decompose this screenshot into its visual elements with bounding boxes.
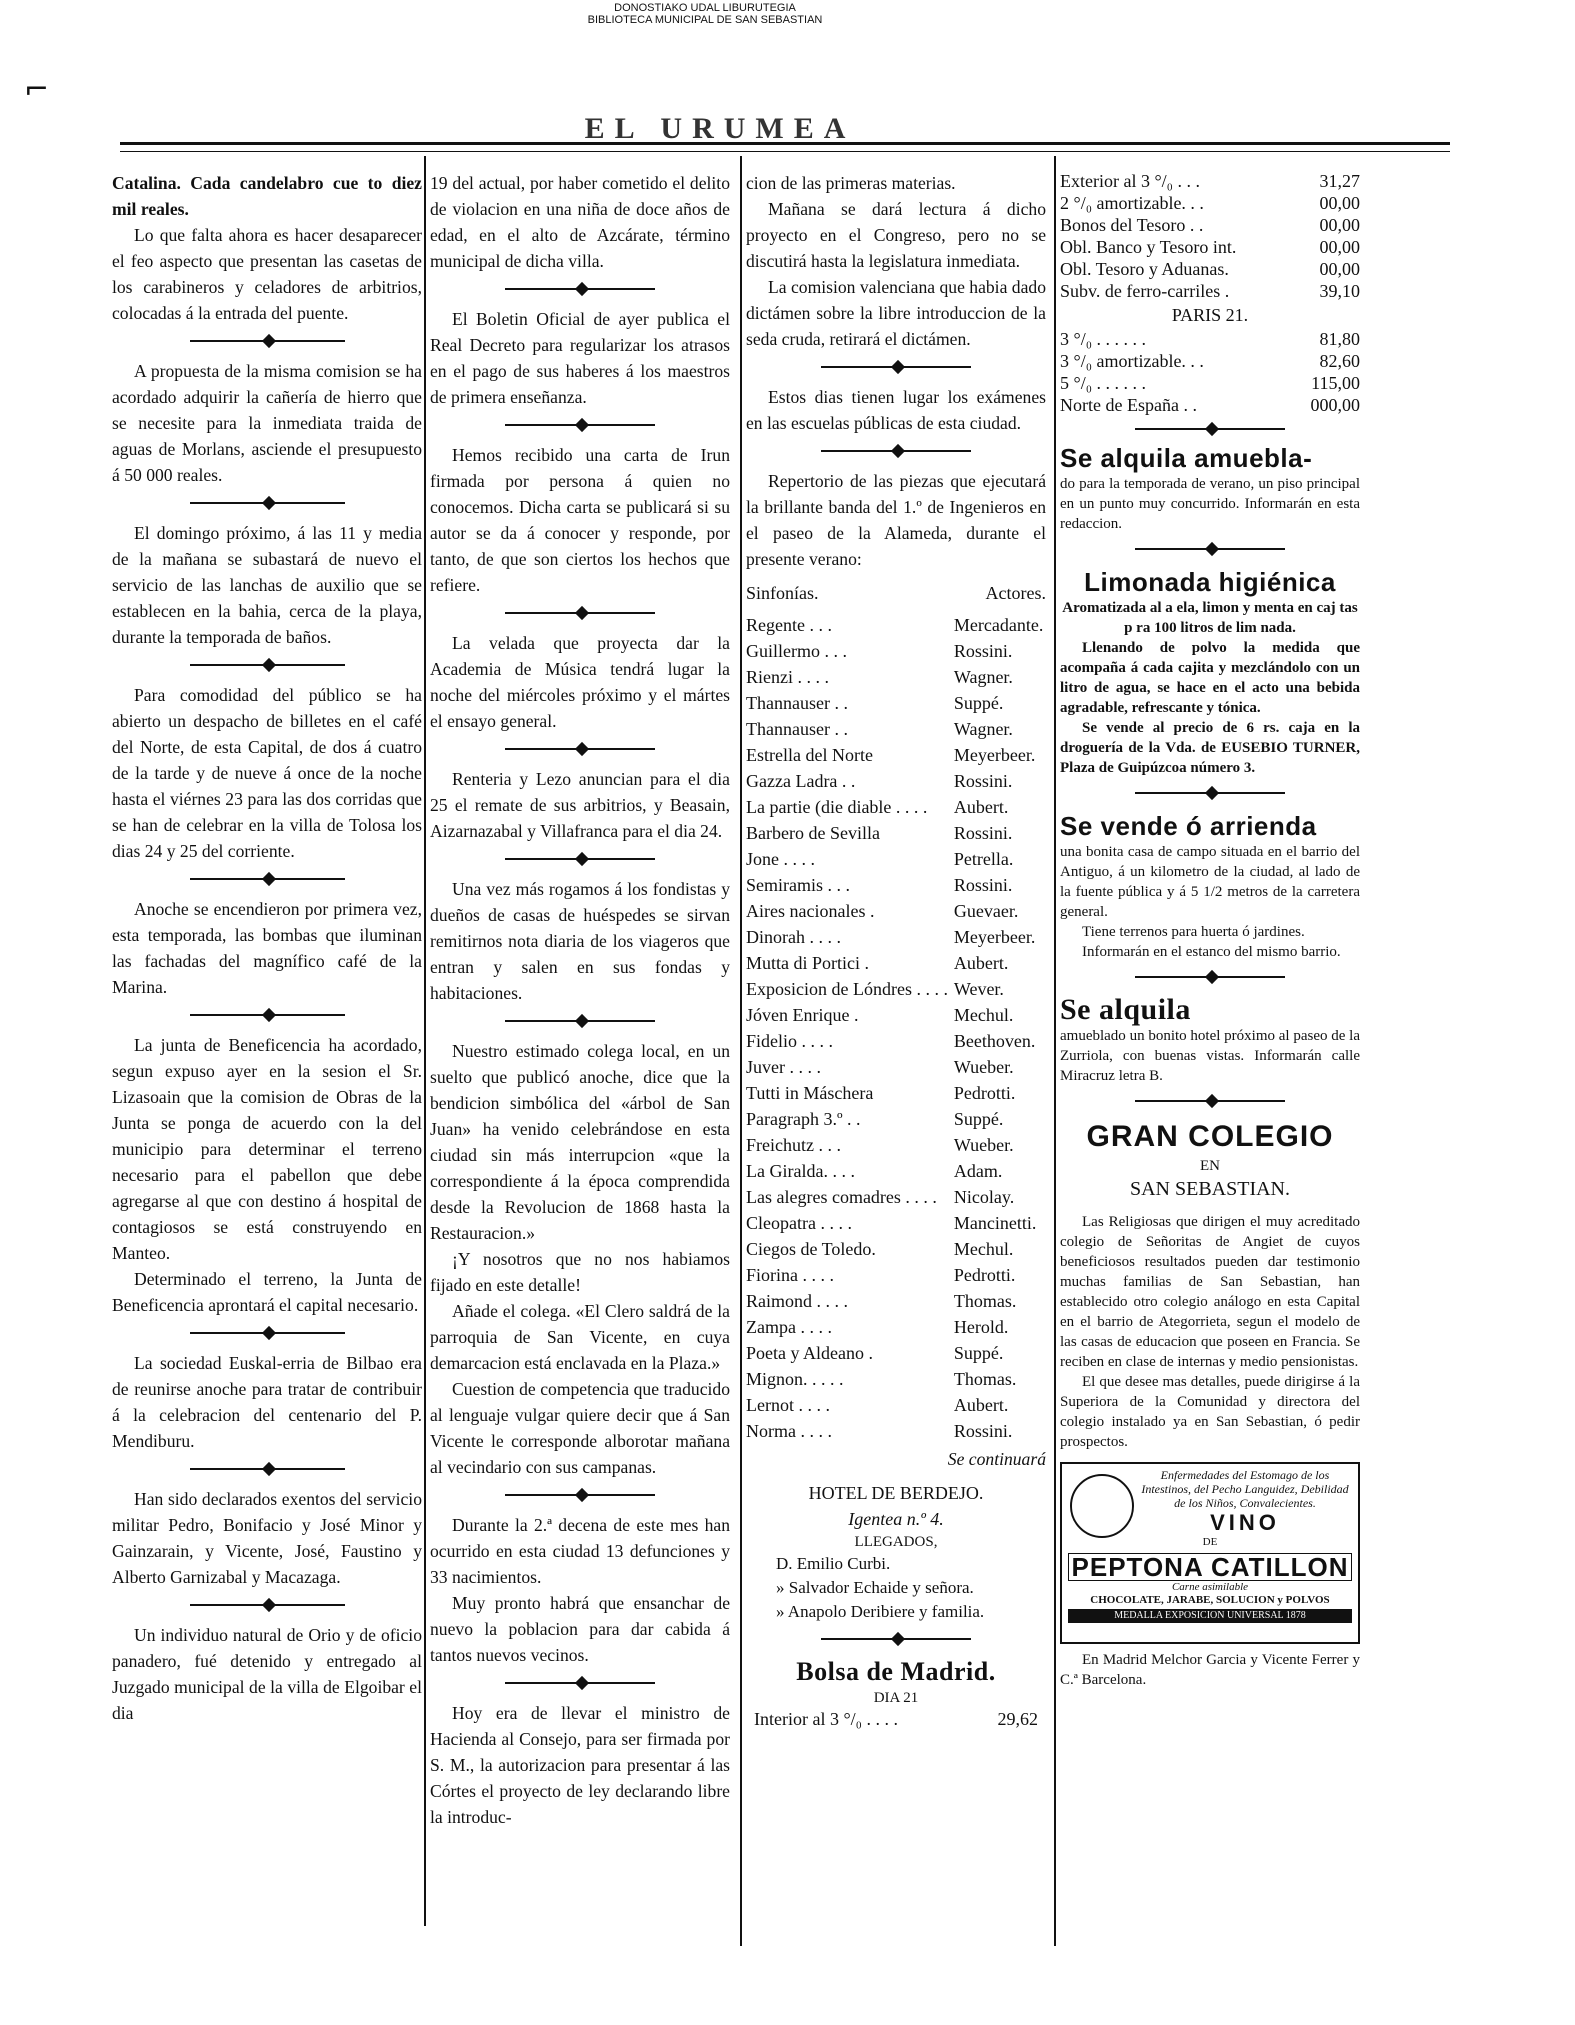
- ad-text: Las Religiosas que dirigen el muy acreditado colegio de Señoritas de Angiet de cuyos beneficiosos resultados pueden dar testimonio muchas familias de San Sebastian, han establecido otro colegio análogo en esta Capital en el barrio de Ategorrieta, segun el modelo de las casas de educacion que poseen en Francia. Se reciben en clase de internas y medio pensionistas.: [1060, 1214, 1360, 1370]
- piece-title: Juver . . . .: [746, 1057, 821, 1077]
- article-text: Renteria y Lezo anuncian para el dia 25 el remate de sus arbitrios, y Beasain, Aizarnazabal y Villafranca para el dia 24.: [430, 769, 730, 841]
- separator: [112, 654, 422, 676]
- repertoire-row: [746, 1314, 1046, 1340]
- finance-label: Norte de España . .: [1060, 395, 1197, 415]
- article-text: Han sido declarados exentos del servicio militar Pedro, Bonifacio y José Minor y Gainzarain, y Vicente, José, Faustino y Alberto Garnizabal y Macazaga.: [112, 1489, 422, 1587]
- finance-list-paris: [1060, 328, 1360, 416]
- ad-text: una bonita casa de campo situada en el barrio del Antiguo, á un kilometro de la ciudad, al lado de la fuente pública y á 5 1/2 metros de la carretera general.: [1060, 844, 1360, 920]
- separator: [430, 1010, 730, 1032]
- repertoire-row: [746, 638, 1046, 664]
- finance-value: 00,00: [1319, 237, 1360, 257]
- article-text: Mañana se dará lectura á dicho proyecto en el Congreso, pero no se discutirá hasta la legislatura inmediata.: [746, 199, 1046, 271]
- repertoire-row: [746, 1054, 1046, 1080]
- repertoire-row: [746, 898, 1046, 924]
- piece-author: Mechul.: [953, 1005, 1014, 1025]
- hotel-title: HOTEL DE BERDEJO.: [808, 1483, 984, 1503]
- article-text: Determinado el terreno, la Junta de Beneficencia aprontará el capital necesario.: [112, 1269, 422, 1315]
- repertoire-row: [746, 1184, 1046, 1210]
- piece-author: Aubert.: [953, 1395, 1009, 1415]
- finance-row: [1060, 170, 1360, 192]
- article-text: Estos dias tienen lugar los exámenes en las escuelas públicas de esta ciudad.: [746, 387, 1046, 433]
- piece-title: Estrella del Norte: [746, 745, 873, 765]
- article-text: Añade el colega. «El Clero saldrá de la parroquia de San Vicente, en cuya demarcacion está enclavada en la Plaza.»: [430, 1301, 730, 1373]
- ad-title: Limonada higiénica: [1084, 567, 1336, 597]
- article-text: Anoche se encendieron por primera vez, esta temporada, las bombas que iluminan las fachadas del magnífico café de la Marina.: [112, 899, 422, 997]
- finance-label: 2 °/₀ amortizable. . .: [1060, 193, 1204, 213]
- bolsa-title: Bolsa de Madrid.: [796, 1657, 996, 1686]
- article-text: Lo que falta ahora es hacer desaparecer el feo aspecto que presentan las casetas de los carabineros y celadores de arbitrios, colocadas á la entrada del puente.: [112, 225, 422, 323]
- separator: [1060, 1090, 1360, 1112]
- library-line-basque: DONOSTIAKO UDAL LIBURUTEGIA: [614, 2, 796, 14]
- hotel-arrivals-label: LLEGADOS,: [854, 1534, 938, 1550]
- repertoire-row: [746, 1236, 1046, 1262]
- separator: [112, 1594, 422, 1616]
- piece-author: Adam.: [953, 1161, 1003, 1181]
- piece-title: Freichutz . . .: [746, 1135, 841, 1155]
- article-text: El domingo próximo, á las 11 y media de la mañana se subastará de nuevo el servicio de las lanchas de auxilio que se establecen en la bahia, cerca de la playa, durante la temporada de baños.: [112, 523, 422, 647]
- piece-author: Wagner.: [953, 719, 1013, 739]
- guest-item: D. Emilio Curbi.: [776, 1554, 891, 1573]
- article-text: 19 del actual, por haber cometido el delito de violacion en una niña de doce años de edad, en el alto de Azcárate, término municipal de dicha villa.: [430, 173, 730, 271]
- repertoire-row: [746, 742, 1046, 768]
- piece-title: Raimond . . . .: [746, 1291, 848, 1311]
- separator: [430, 1484, 730, 1506]
- finance-row: [1060, 192, 1360, 214]
- piece-author: Aubert.: [953, 797, 1009, 817]
- piece-title: Thannauser . .: [746, 693, 848, 713]
- repertoire-row: [746, 1392, 1046, 1418]
- piece-title: Aires nacionales .: [746, 901, 875, 921]
- ad-subtitle: Aromatizada al a ela, limon y menta en caj tas p ra 100 litros de lim nada.: [1062, 600, 1358, 636]
- separator: [430, 848, 730, 870]
- repertoire-row: [746, 794, 1046, 820]
- repertoire-row: [746, 976, 1046, 1002]
- finance-value: 000,00: [1310, 395, 1360, 415]
- piece-author: Thomas.: [953, 1291, 1017, 1311]
- piece-title: Fiorina . . . .: [746, 1265, 834, 1285]
- repertoire-row: [746, 1210, 1046, 1236]
- article-text: La junta de Beneficencia ha acordado, segun expuso ayer en la sesion el Sr. Lizasoain que la comision de Obras de la Junta se ponga de acuerdo con la del municipio para determinar el terreno necesario para el pabellon que debe agregarse al que con destino á hospital de contagiosos se está construyendo en Manteo.: [112, 1035, 422, 1263]
- finance-row: [1060, 236, 1360, 258]
- ad-text: Se vende al precio de 6 rs. caja en la droguería de la Vda. de EUSEBIO TURNER, Plaza de Guipúzcoa número 3.: [1060, 720, 1360, 776]
- repertoire-header-right: Actores.: [985, 583, 1046, 603]
- piece-title: Lernot . . . .: [746, 1395, 830, 1415]
- piece-title: Semiramis . . .: [746, 875, 850, 895]
- finance-value: 31,27: [1319, 171, 1360, 191]
- column-divider-2: [740, 156, 742, 1946]
- guest-list: [746, 1552, 1046, 1624]
- piece-title: La Giralda. . . .: [746, 1161, 855, 1181]
- piece-title: Poeta y Aldeano .: [746, 1343, 873, 1363]
- repertoire-row: [746, 820, 1046, 846]
- finance-value: 29,62: [997, 1709, 1038, 1729]
- piece-title: Las alegres comadres . . . .: [746, 1187, 937, 1207]
- finance-value: 39,10: [1319, 281, 1360, 301]
- piece-author: Wagner.: [953, 667, 1013, 687]
- piece-author: Rossini.: [953, 641, 1013, 661]
- piece-title: Regente . . .: [746, 615, 832, 635]
- repertoire-row: [746, 1262, 1046, 1288]
- ad-text: En Madrid Melchor Garcia y Vicente Ferrer y C.ª Barcelona.: [1060, 1652, 1360, 1688]
- ad-disease-line: Enfermedades del Estomago de los Intestinos, del Pecho Languidez, Debilidad de los Niños, Convalecientes.: [1141, 1468, 1349, 1510]
- repertoire-header-left: Sinfonías.: [746, 583, 819, 603]
- finance-row: [1060, 394, 1360, 416]
- article-text: A propuesta de la misma comision se ha acordado adquirir la cañería de hierro que se necesite para la inmediata traida de aguas de Morlans, asciende el presupuesto á 50 000 reales.: [112, 361, 422, 485]
- separator: [112, 492, 422, 514]
- piece-title: Fidelio . . . .: [746, 1031, 834, 1051]
- finance-row: [1060, 214, 1360, 236]
- piece-author: Suppé.: [953, 693, 1004, 713]
- hotel-address: Igentea n.º 4.: [848, 1509, 944, 1529]
- ad-title: Se vende ó arrienda: [1060, 811, 1317, 841]
- ad-title: GRAN COLEGIO: [1086, 1120, 1334, 1153]
- finance-value: 82,60: [1319, 351, 1360, 371]
- article-text: Para comodidad del público se ha abierto un despacho de billetes en el café del Norte, de esta Capital, de dos á cuatro de la tarde y de nueve á once de la noche hasta el viérnes 23 para las dos corridas que se han de celebrar en la villa de Tolosa los dias 24 y 25 del corriente.: [112, 685, 422, 861]
- repertoire-row: [746, 768, 1046, 794]
- separator: [746, 356, 1046, 378]
- finance-label: Bonos del Tesoro . .: [1060, 215, 1204, 235]
- article-text: La velada que proyecta dar la Academia de Música tendrá lugar la noche del miércoles próximo y el mártes el ensayo general.: [430, 633, 730, 731]
- repertoire-row: [746, 664, 1046, 690]
- ad-text: El que desee mas detalles, puede dirigirse á la Superiora de la Comunidad y directora del colegio instalado ya en San Sebastian, ó pedir prospectos.: [1060, 1374, 1360, 1450]
- repertoire-row: [746, 612, 1046, 638]
- piece-author: Herold.: [953, 1317, 1009, 1337]
- article-text: Una vez más rogamos á los fondistas y dueños de casas de huéspedes se sirvan remitirnos nota diaria de los viageros que entran y salen en sus fondas y habitaciones.: [430, 879, 730, 1003]
- separator: [112, 1322, 422, 1344]
- piece-title: Norma . . . .: [746, 1421, 832, 1441]
- piece-author: Mercadante.: [953, 615, 1044, 635]
- finance-value: 81,80: [1319, 329, 1360, 349]
- piece-author: Mechul.: [953, 1239, 1014, 1259]
- ad-forms: CHOCOLATE, JARABE, SOLUCION y POLVOS: [1090, 1594, 1330, 1606]
- repertoire-row: [746, 1158, 1046, 1184]
- ad-title: Se alquila: [1060, 993, 1191, 1026]
- finance-row: [1060, 372, 1360, 394]
- finance-row: [746, 1708, 1046, 1730]
- piece-author: Meyerbeer.: [953, 745, 1036, 765]
- repertoire-row: [746, 1002, 1046, 1028]
- piece-title: Rienzi . . . .: [746, 667, 829, 687]
- separator: [112, 1004, 422, 1026]
- finance-row: [1060, 350, 1360, 372]
- article-text: Hemos recibido una carta de Irun firmada por persona á quien no conocemos. Dicha carta se publicará si su autor se da á conocer y responde, por tanto, de que son ciertos los hechos que refiere.: [430, 445, 730, 595]
- medal-icon: [1070, 1474, 1134, 1538]
- piece-author: Petrella.: [953, 849, 1014, 869]
- ad-text: Informarán en el estanco del mismo barrio.: [1082, 944, 1341, 960]
- piece-author: Pedrotti.: [953, 1265, 1016, 1285]
- column-4: [1060, 170, 1360, 1950]
- column-1: [112, 170, 422, 1930]
- repertoire-row: [746, 924, 1046, 950]
- piece-title: Guillermo . . .: [746, 641, 847, 661]
- ad-text: Llenando de polvo la medida que acompaña á cada cajita y mezclándolo con un litro de agua, se hace en el acto una bebida agradable, refrescante y tónica.: [1060, 640, 1360, 716]
- separator: [1060, 538, 1360, 560]
- repertoire-row: [746, 690, 1046, 716]
- repertoire-row: [746, 1132, 1046, 1158]
- peptona-ad: [1060, 1462, 1360, 1644]
- finance-value: 00,00: [1319, 215, 1360, 235]
- paris-label: PARIS 21.: [1171, 305, 1249, 325]
- column-3: [746, 170, 1046, 1950]
- finance-value: 00,00: [1319, 193, 1360, 213]
- separator: [1060, 782, 1360, 804]
- separator: [746, 1628, 1046, 1650]
- piece-title: Dinorah . . . .: [746, 927, 841, 947]
- finance-label: Obl. Tesoro y Aduanas.: [1060, 259, 1229, 279]
- article-text: Cuestion de competencia que traducido al lenguaje vulgar quiere decir que á San Vicente le corresponde alborotar mañana al vecindario con sus campanas.: [430, 1379, 730, 1477]
- finance-label: Subv. de ferro-carriles .: [1060, 281, 1230, 301]
- separator: [112, 330, 422, 352]
- ad-subtitle: Carne asimilable: [1171, 1581, 1249, 1593]
- piece-author: Suppé.: [953, 1343, 1004, 1363]
- separator: [430, 738, 730, 760]
- piece-author: Beethoven.: [953, 1031, 1036, 1051]
- piece-title: Mutta di Portici .: [746, 953, 869, 973]
- ad-text: Tiene terrenos para huerta ó jardines.: [1082, 924, 1305, 940]
- piece-author: Suppé.: [953, 1109, 1004, 1129]
- article-text: ¡Y nosotros que no nos habiamos fijado en este detalle!: [430, 1249, 730, 1295]
- separator: [1060, 418, 1360, 440]
- article-text: Durante la 2.ª decena de este mes han ocurrido en esta ciudad 13 defunciones y 33 nacimientos.: [430, 1515, 730, 1587]
- piece-title: Jóven Enrique .: [746, 1005, 859, 1025]
- piece-title: Mignon. . . . .: [746, 1369, 844, 1389]
- finance-label: Interior al 3 °/₀ . . . .: [754, 1709, 898, 1729]
- guest-item: » Salvador Echaide y señora.: [776, 1578, 974, 1597]
- repertoire-table: [746, 612, 1046, 1444]
- piece-author: Nicolay.: [953, 1187, 1015, 1207]
- repertoire-row: [746, 1288, 1046, 1314]
- top-rule: [120, 142, 1450, 152]
- piece-author: Rossini.: [953, 1421, 1013, 1441]
- separator: [112, 868, 422, 890]
- article-text: El Boletin Oficial de ayer publica el Real Decreto para regularizar los atrasos en el pago de sus haberes á los maestros de primera enseñanza.: [430, 309, 730, 407]
- ad-city: SAN SEBASTIAN.: [1129, 1178, 1291, 1200]
- separator: [430, 1672, 730, 1694]
- masthead: EL URUMEA: [584, 112, 856, 145]
- piece-author: Thomas.: [953, 1369, 1017, 1389]
- bolsa-day: DIA 21: [873, 1690, 919, 1706]
- finance-label: 3 °/₀ amortizable. . .: [1060, 351, 1204, 371]
- finance-list-madrid: [1060, 170, 1360, 302]
- piece-title: Paragraph 3.º . .: [746, 1109, 861, 1129]
- piece-title: Thannauser . .: [746, 719, 848, 739]
- column-2: [430, 170, 730, 1930]
- column-divider-1: [424, 156, 426, 1926]
- separator: [1060, 966, 1360, 988]
- repertoire-row: [746, 872, 1046, 898]
- ad-en: EN: [1200, 1158, 1220, 1174]
- piece-author: Wueber.: [953, 1135, 1014, 1155]
- article-text: Repertorio de las piezas que ejecutará la brillante banda del 1.º de Ingenieros en el paseo de la Alameda, durante el presente verano:: [746, 471, 1046, 569]
- piece-author: Guevaer.: [953, 901, 1019, 921]
- article-text: La sociedad Euskal-erria de Bilbao era de reunirse anoche para tratar de contribuir á la celebracion del centenario del P. Mendiburu.: [112, 1353, 422, 1451]
- ad-vino: VINO: [1210, 1510, 1280, 1535]
- corner-mark: ⌐: [24, 72, 50, 107]
- article-text: La comision valenciana que habia dado dictámen sobre la libre introduccion de la seda cruda, retirará el dictámen.: [746, 277, 1046, 349]
- ad-title: Se alquila amuebla-: [1060, 443, 1313, 473]
- piece-author: Pedrotti.: [953, 1083, 1016, 1103]
- separator: [112, 1458, 422, 1480]
- guest-item: » Anapolo Deribiere y familia.: [776, 1602, 985, 1621]
- piece-title: Cleopatra . . . .: [746, 1213, 852, 1233]
- piece-author: Rossini.: [953, 875, 1013, 895]
- piece-title: Zampa . . . .: [746, 1317, 832, 1337]
- repertoire-row: [746, 1028, 1046, 1054]
- piece-title: Ciegos de Toledo.: [746, 1239, 876, 1259]
- finance-value: 115,00: [1311, 373, 1360, 393]
- piece-author: Aubert.: [953, 953, 1009, 973]
- article-text: Nuestro estimado colega local, en un suelto que publicó anoche, dice que la bendicion simbólica del «árbol de San Juan» ha venido celebrándose en esta ciudad sin más interrupcion «que la correspondiente á la época comprendida desde la Revolucion de 1868 hasta la Restauracion.»: [430, 1041, 730, 1243]
- library-line-spanish: BIBLIOTECA MUNICIPAL DE SAN SEBASTIAN: [587, 14, 823, 26]
- ad-text: do para la temporada de verano, un piso principal en un punto muy concurrido. Informarán en esta redaccion.: [1060, 476, 1360, 532]
- ad-de: DE: [1202, 1536, 1218, 1548]
- piece-author: Rossini.: [953, 771, 1013, 791]
- separator: [430, 278, 730, 300]
- repertoire-row: [746, 1340, 1046, 1366]
- piece-author: Wever.: [953, 979, 1004, 999]
- piece-author: Mancinetti.: [953, 1213, 1037, 1233]
- finance-row: [1060, 280, 1360, 302]
- piece-title: Jone . . . .: [746, 849, 815, 869]
- finance-label: 5 °/₀ . . . . . .: [1060, 373, 1146, 393]
- ad-text: amueblado un bonito hotel próximo al paseo de la Zurriola, con buenas vistas. Informarán calle Miracruz letra B.: [1060, 1028, 1360, 1084]
- piece-author: Rossini.: [953, 823, 1013, 843]
- ad-product-name: PEPTONA CATILLON: [1068, 1553, 1352, 1581]
- ad-medal-band: MEDALLA EXPOSICION UNIVERSAL 1878: [1068, 1609, 1352, 1623]
- piece-author: Meyerbeer.: [953, 927, 1036, 947]
- repertoire-row: [746, 1418, 1046, 1444]
- finance-label: 3 °/₀ . . . . . .: [1060, 329, 1146, 349]
- finance-row: [1060, 328, 1360, 350]
- piece-title: Gazza Ladra . .: [746, 771, 856, 791]
- repertoire-row: [746, 716, 1046, 742]
- repertoire-row: [746, 1106, 1046, 1132]
- repertoire-row: [746, 846, 1046, 872]
- separator: [430, 602, 730, 624]
- piece-title: Tutti in Máschera: [746, 1083, 874, 1103]
- finance-row: [1060, 258, 1360, 280]
- repertoire-header: [746, 580, 1046, 606]
- article-text: cion de las primeras materias.: [746, 173, 956, 193]
- separator: [746, 440, 1046, 462]
- finance-label: Exterior al 3 °/₀ . . .: [1060, 171, 1200, 191]
- separator: [430, 414, 730, 436]
- article-text: Un individuo natural de Orio y de oficio panadero, fué detenido y entregado al Juzgado municipal de la villa de Elgoibar el dia: [112, 1625, 422, 1723]
- piece-title: Exposicion de Lóndres . . . .: [746, 979, 948, 999]
- continued-note: Se continuará: [947, 1449, 1046, 1469]
- finance-label: Obl. Banco y Tesoro int.: [1060, 237, 1237, 257]
- piece-title: Barbero de Sevilla: [746, 823, 880, 843]
- article-text: Muy pronto habrá que ensanchar de nuevo la poblacion para dar cabida á tantos nuevos vecinos.: [430, 1593, 730, 1665]
- finance-value: 00,00: [1319, 259, 1360, 279]
- piece-title: La partie (die diable . . . .: [746, 797, 928, 817]
- repertoire-row: [746, 950, 1046, 976]
- article-text: Catalina. Cada candelabro cue to diez mil reales.: [112, 173, 422, 219]
- article-text: Hoy era de llevar el ministro de Hacienda al Consejo, para ser firmada por S. M., la autorizacion para presentar á las Córtes el proyecto de ley declarando libre la introduc-: [430, 1703, 730, 1827]
- piece-author: Wueber.: [953, 1057, 1014, 1077]
- repertoire-row: [746, 1080, 1046, 1106]
- library-stamp: [540, 2, 870, 26]
- column-divider-3: [1054, 156, 1056, 1946]
- repertoire-row: [746, 1366, 1046, 1392]
